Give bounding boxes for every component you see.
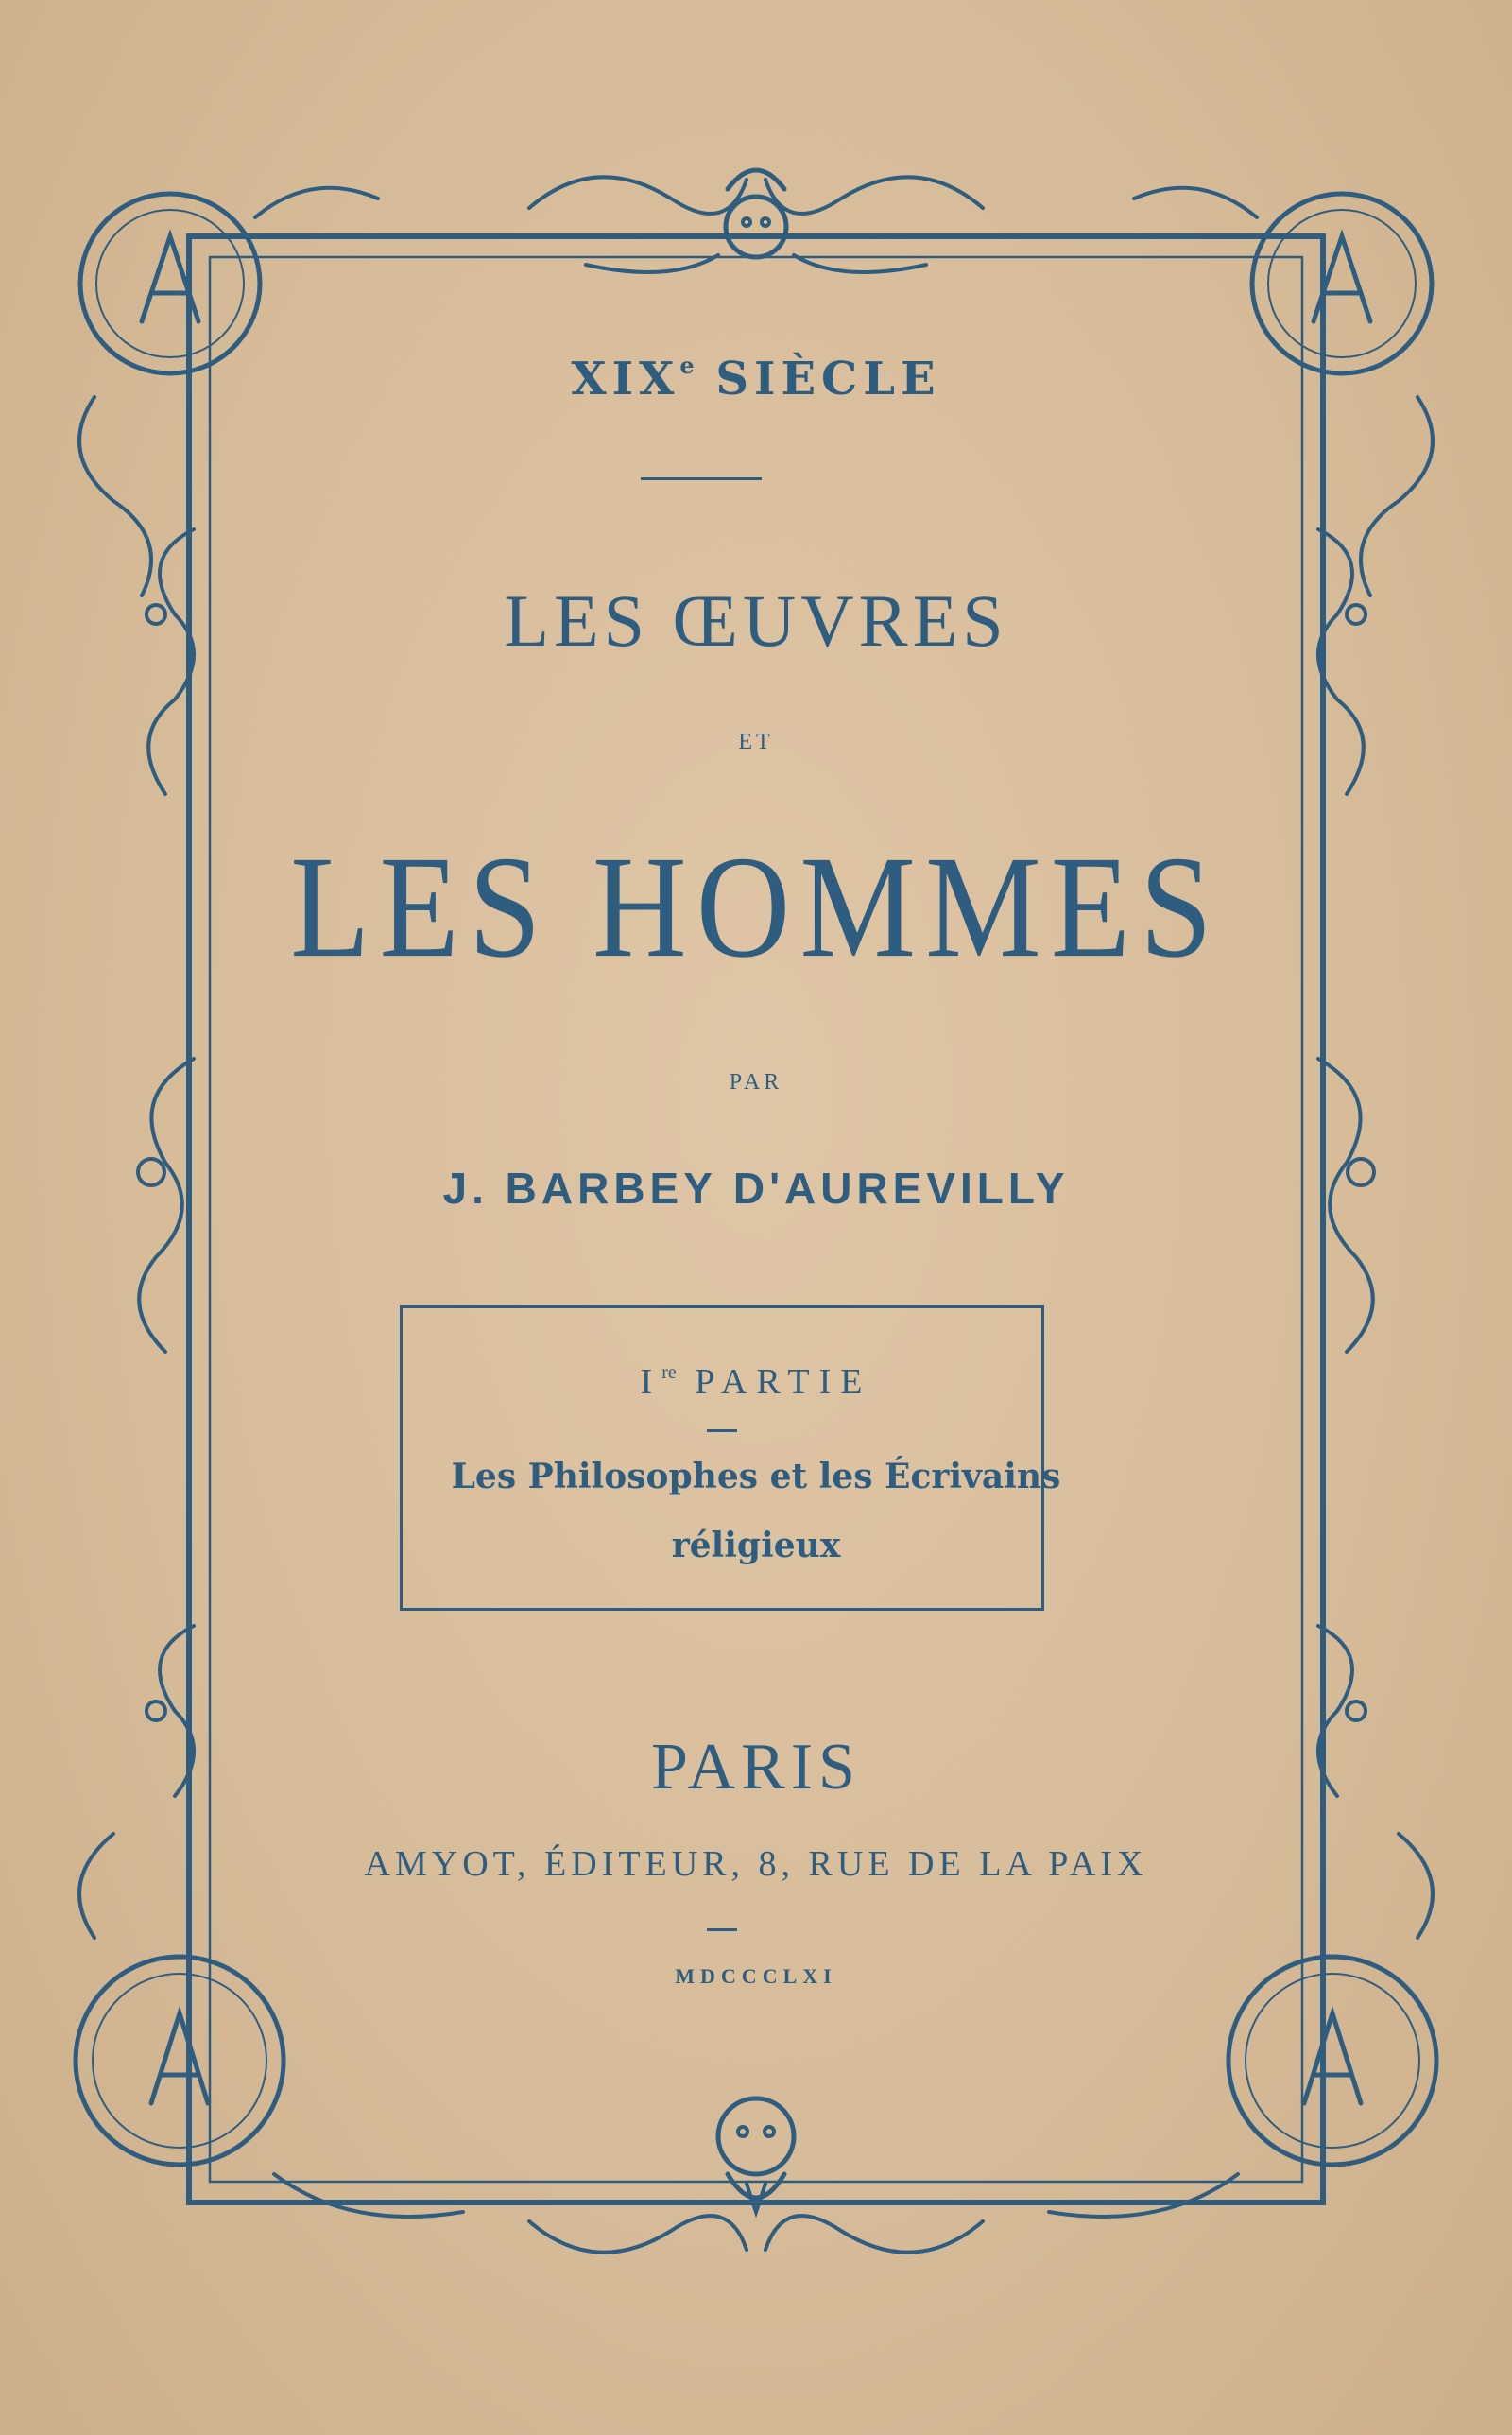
part-divider: [707, 1429, 737, 1432]
imprint-publisher: AMYOT, ÉDITEUR, 8, RUE DE LA PAIX: [364, 1844, 1148, 1884]
author-name: J. BARBEY D'AUREVILLY: [442, 1164, 1070, 1213]
series-superscript: e: [679, 352, 695, 379]
frame-inner-line: [210, 257, 1302, 2182]
title-line-2: LES HOMMES: [290, 825, 1222, 988]
bottom-mask-ornament: [529, 2098, 983, 2253]
corner-bottom-right: [1049, 1834, 1436, 2217]
divider-rule: [641, 477, 762, 480]
series-heading: [0, 352, 1512, 406]
part-word: PARTIE: [695, 1362, 872, 1402]
title-joiner: ET: [738, 730, 774, 754]
frame-outer-line: [189, 236, 1323, 2202]
part-subtitle-line-1: Les Philosophes et les Écrivains: [451, 1457, 1061, 1496]
imprint-divider: [707, 1928, 737, 1931]
series-numeral: XIX: [571, 353, 680, 406]
title-line-1: LES ŒUVRES: [504, 579, 1008, 662]
imprint-year: MDCCCLXI: [675, 1964, 837, 1988]
imprint-city: PARIS: [651, 1731, 861, 1804]
part-heading: [0, 1361, 1512, 1403]
part-superscript: re: [662, 1362, 677, 1383]
by-label: PAR: [729, 1070, 783, 1095]
part-numeral: I: [640, 1362, 662, 1402]
part-subtitle-line-2: réligieux: [671, 1526, 841, 1565]
corner-bottom-left: [76, 1834, 463, 2217]
series-word: SIÈCLE: [715, 353, 941, 406]
